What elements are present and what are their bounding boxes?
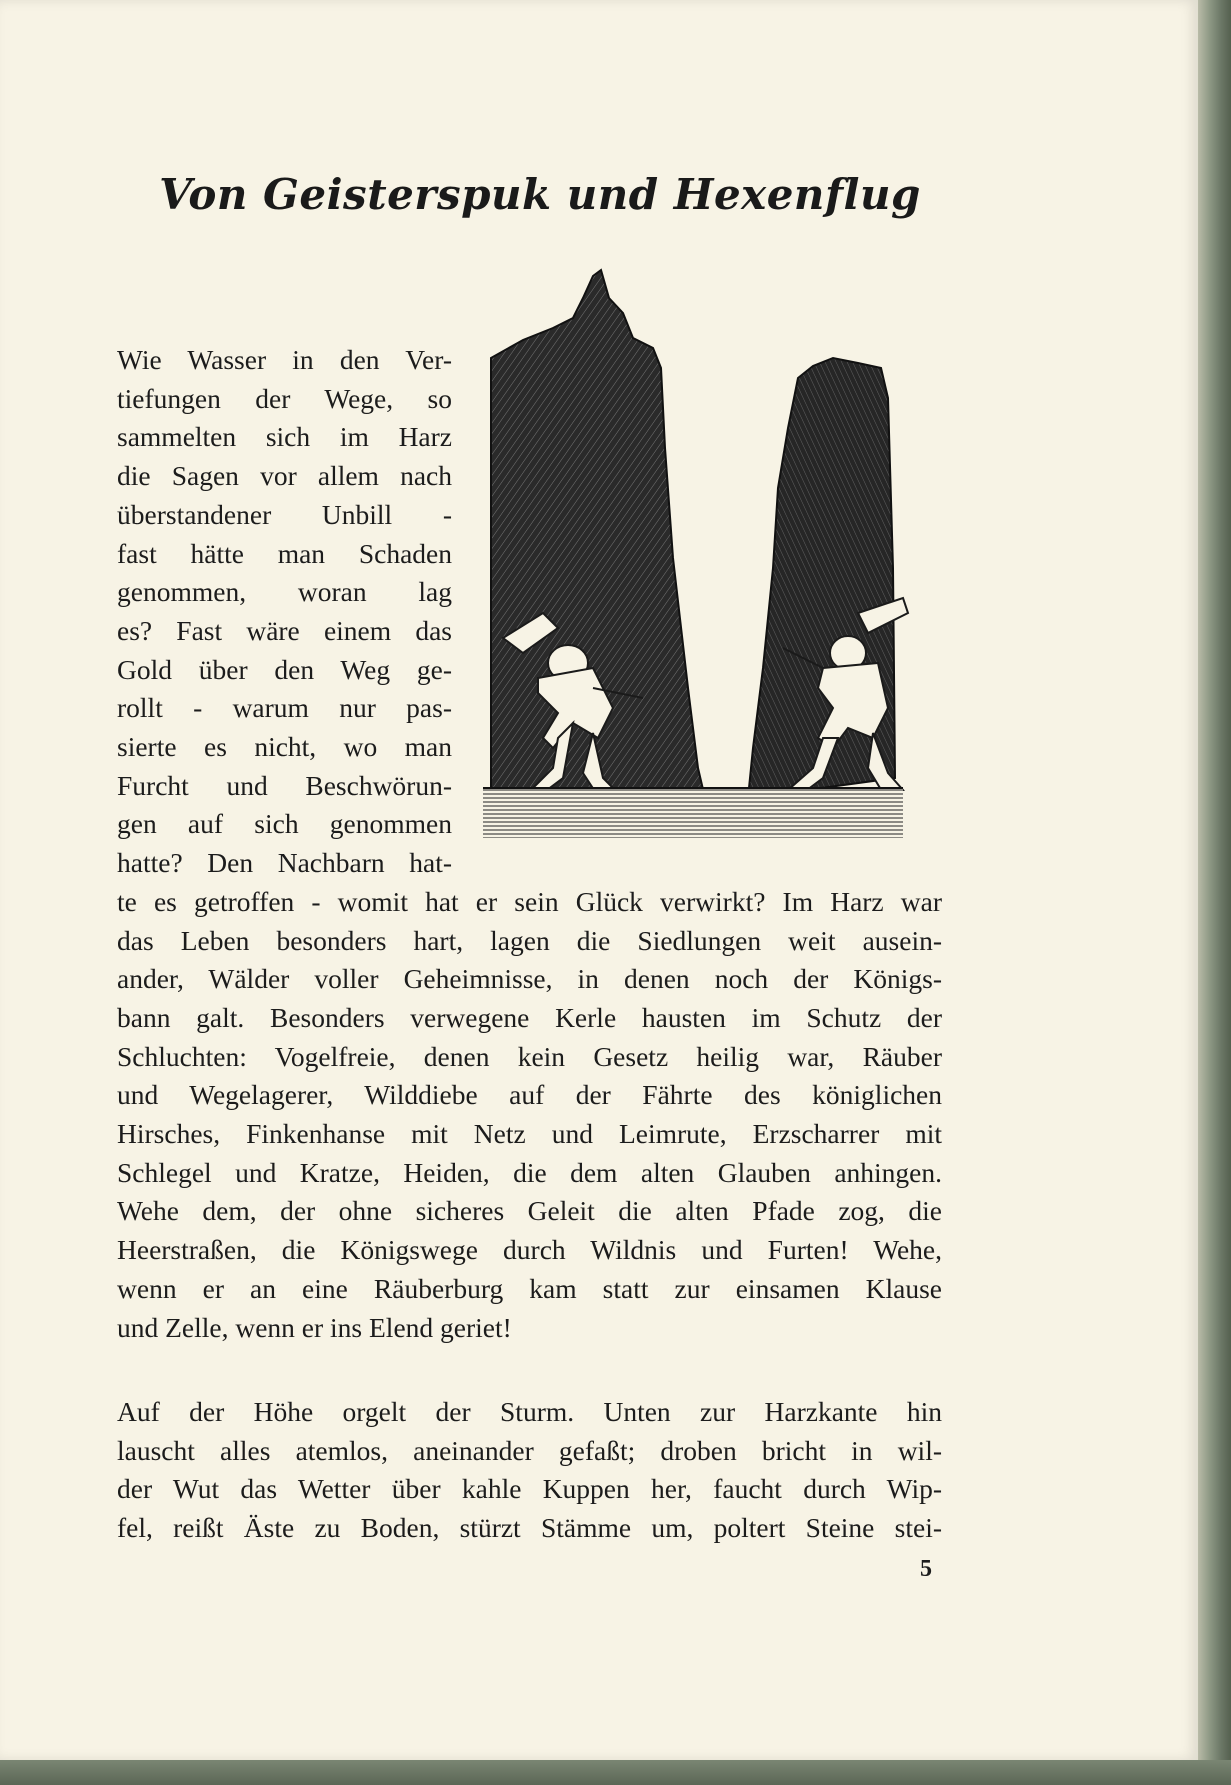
book-cover-edge xyxy=(0,1760,1231,1785)
chapter-title: Von Geisterspuk und Hexenflug xyxy=(159,170,921,219)
text-line: ander, Wälder voller Geheimnisse, in denen noch der Königs- xyxy=(117,963,942,995)
text-line: und Wegelagerer, Wilddiebe auf der Fährte des königlichen xyxy=(117,1079,942,1111)
text-line: Auf der Höhe orgelt der Sturm. Unten zur Harzkante hin xyxy=(117,1396,942,1427)
text-line: Furcht und Beschwörun- xyxy=(117,769,452,801)
text-line: lauscht alles atemlos, aneinander gefaßt; droben bricht in wil- xyxy=(117,1434,942,1466)
text-line: te es getroffen - womit hat er sein Glück verwirkt? Im Harz war xyxy=(117,885,942,917)
text-line: sierte es nicht, wo man xyxy=(117,731,452,762)
text-line: das Leben besonders hart, lagen die Siedlungen weit ausein- xyxy=(117,924,942,956)
text-line: es? Fast wäre einem das xyxy=(117,614,452,646)
page-number: 5 xyxy=(920,1556,932,1582)
text-line: fast hätte man Schaden xyxy=(117,537,452,569)
text-line: tiefungen der Wege, so xyxy=(117,382,452,414)
text-line: rollt - warum nur pas- xyxy=(117,692,452,724)
text-line: Wie Wasser in den Ver- xyxy=(117,344,452,375)
text-line: genommen, woran lag xyxy=(117,576,452,608)
text-line: Hirsches, Finkenhanse mit Netz und Leimrute, Erzscharrer mit xyxy=(117,1118,942,1149)
book-spine xyxy=(1198,0,1231,1785)
text-line: der Wut das Wetter über kahle Kuppen her, faucht durch Wip- xyxy=(117,1473,942,1505)
text-line: Schluchten: Vogelfreie, denen kein Gesetz heilig war, Räuber xyxy=(117,1040,942,1072)
text-line: fel, reißt Äste zu Boden, stürzt Stämme um, poltert Steine stei- xyxy=(117,1512,942,1544)
text-line: überstandener Unbill - xyxy=(117,498,452,530)
text-line: Heerstraßen, die Königswege durch Wildnis und Furten! Wehe, xyxy=(117,1234,942,1266)
text-line: sammelten sich im Harz xyxy=(117,421,452,453)
text-line: Wehe dem, der ohne sicheres Geleit die alten Pfade zog, die xyxy=(117,1195,942,1227)
text-line: Schlegel und Kratze, Heiden, die dem alten Glauben anhingen. xyxy=(117,1156,942,1188)
text-line: und Zelle, wenn er ins Elend geriet! xyxy=(117,1311,512,1343)
text-line: gen auf sich genommen xyxy=(117,808,452,840)
text-line: bann galt. Besonders verwegene Kerle hausten im Schutz der xyxy=(117,1001,942,1033)
rock-illustration xyxy=(483,268,943,843)
text-line: Gold über den Weg ge- xyxy=(117,653,452,685)
text-line: hatte? Den Nachbarn hat- xyxy=(117,847,452,879)
text-line: die Sagen vor allem nach xyxy=(117,460,452,492)
text-line: wenn er an eine Räuberburg kam statt zur einsamen Klause xyxy=(117,1272,942,1304)
